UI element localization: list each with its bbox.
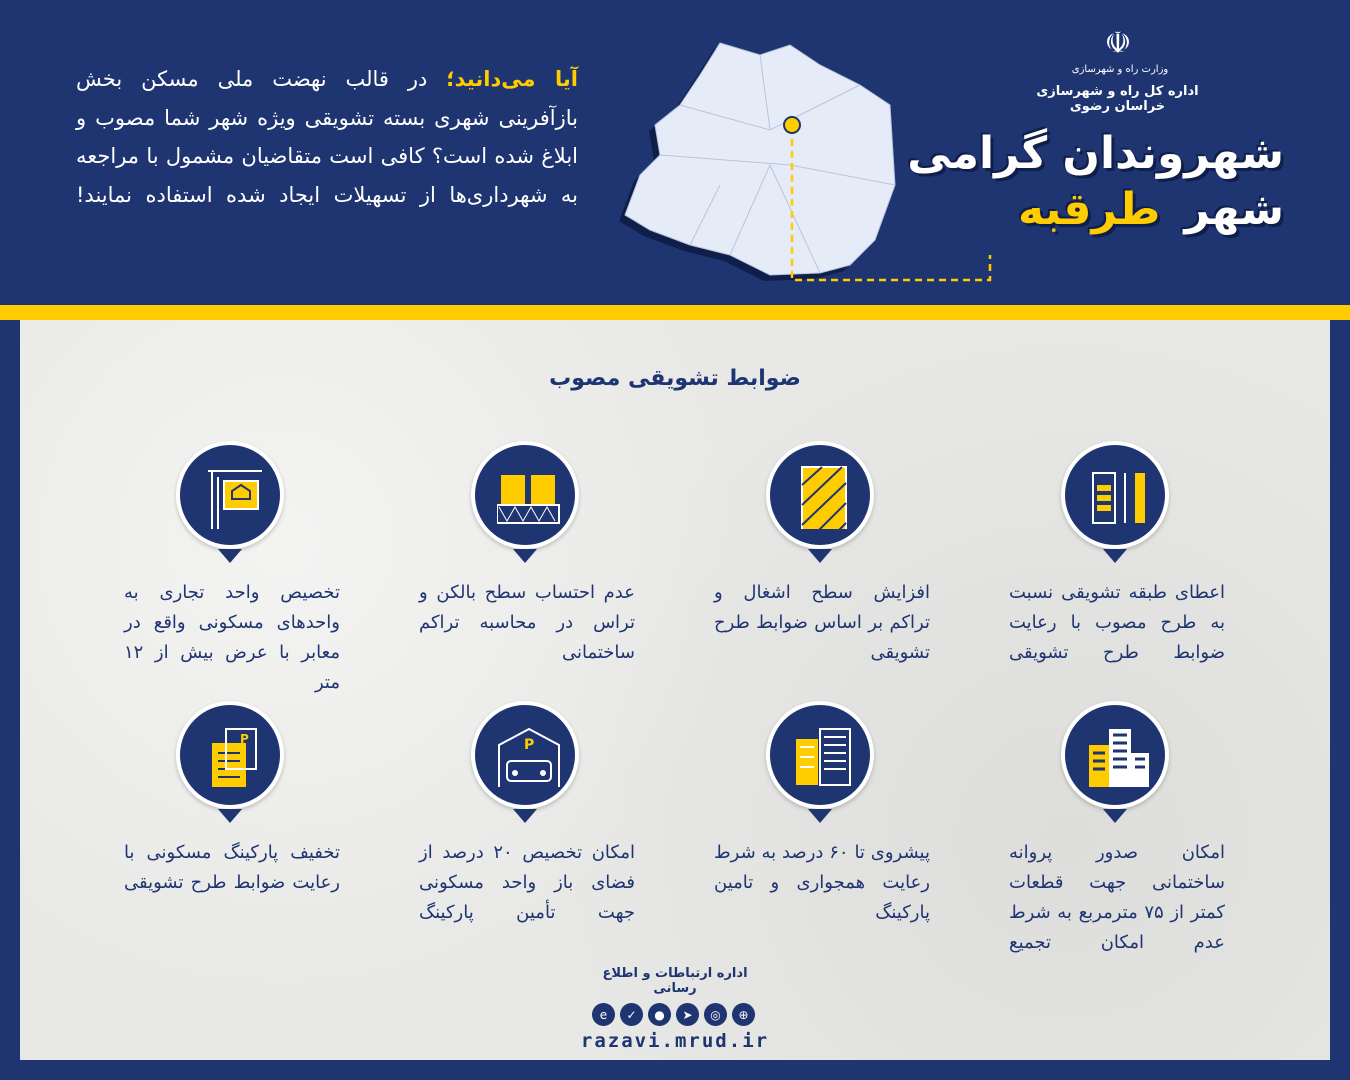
- telegram-icon[interactable]: ➤: [676, 1003, 699, 1026]
- website-link[interactable]: razavi.mrud.ir: [580, 1030, 770, 1052]
- item-text: تخصیص واحد تجاری به واحدهای مسکونی واقع در معابر با عرض بیش از ۱۲ متر: [124, 582, 340, 693]
- building-height-icon: [1061, 441, 1169, 549]
- svg-text:P: P: [524, 737, 535, 753]
- title-line-2: [1018, 184, 1284, 235]
- balcony-icon: [471, 441, 579, 549]
- city-name: طرقبه: [1018, 184, 1161, 235]
- yellow-divider: [0, 305, 1350, 320]
- eitaa-icon[interactable]: e: [592, 1003, 615, 1026]
- ministry-name: وزارت راه و شهرسازی: [1071, 64, 1169, 75]
- intro-text: [76, 60, 578, 214]
- web-icon[interactable]: ⊕: [732, 1003, 755, 1026]
- city-buildings-icon: [1061, 701, 1169, 809]
- intro-body: در قالب نهضت ملی مسکن بخش بازآفرینی شهری بسته تشویقی ویژه شهر شما مصوب و ابلاغ شده است؟ کافی است متقاضیان مشمول با مراجعه به شهرداری‌ها از تسهیلات ایجاد شده استفاده نمایند!: [76, 67, 578, 207]
- item-text: پیشروی تا ۶۰ درصد به شرط رعایت همجواری و تامین پارکینگ: [714, 842, 930, 923]
- iran-emblem-icon: ☫: [1104, 26, 1132, 61]
- parking-document-icon: [176, 701, 284, 809]
- building-area-icon: [766, 441, 874, 549]
- social-icons: [592, 1003, 755, 1026]
- instagram-icon[interactable]: ◎: [704, 1003, 727, 1026]
- title-line-1: شهروندان گرامی: [907, 128, 1284, 179]
- section-title: ضوابط تشویقی مصوب: [549, 366, 801, 391]
- svg-text:P: P: [240, 732, 249, 746]
- item-text: امکان تخصیص ۲۰ درصد از فضای باز واحد مسکونی جهت تأمین پارکینگ: [419, 842, 635, 923]
- item-text: عدم احتساب سطح بالکن و تراس در محاسبه تراکم ساختمانی: [419, 582, 635, 663]
- item-text: امکان صدور پروانه ساختمانی جهت قطعات کمتر از ۷۵ مترمربع به شرط عدم امکان تجمیع: [1009, 842, 1226, 953]
- intro-bold: آیا می‌دانید؛: [446, 67, 578, 91]
- parking-garage-icon: [471, 701, 579, 809]
- item-text: اعطای طبقه تشویقی نسبت به طرح مصوب با رعایت ضوابط طرح تشویقی: [1009, 582, 1225, 663]
- footer-org: اداره ارتباطات و اطلاع رسانی: [602, 966, 748, 996]
- tall-buildings-icon: [766, 701, 874, 809]
- office-name: اداره کل راه و شهرسازی خراسان رضوی: [1036, 84, 1199, 114]
- title-prefix: شهر: [1184, 184, 1284, 235]
- item-text: تخفیف پارکینگ مسکونی با رعایت ضوابط طرح تشویقی: [124, 842, 340, 893]
- soroush-icon[interactable]: ●: [648, 1003, 671, 1026]
- item-text: افزایش سطح اشغال و تراکم بر اساس ضوابط طرح تشویقی: [714, 582, 930, 663]
- shop-sign-icon: [176, 441, 284, 549]
- bale-icon[interactable]: ✓: [620, 1003, 643, 1026]
